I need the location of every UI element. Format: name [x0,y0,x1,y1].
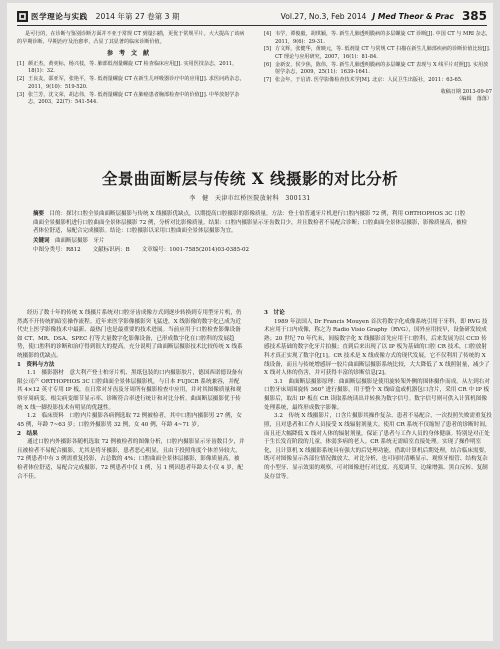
received-date: 收稿日期 2013-09-07 [440,88,492,95]
reference-item: [6] 金新安，侯少焦，陈伟，等. 新生儿肺透明膜病的多层螺旋 CT 表现与 X 线平片对照[J]. 实用放射学杂志，2009，25(11)：1639-1641. [264,61,489,76]
clc-number: 中图分类号：R812 [33,247,81,254]
reference-item: [3] 张兰芳，沈文荣，胡志伟，等. 低剂量螺旋 CT 在肺癌患者胸部检查中的价值[J]. 中华放射学杂志，2003，22(7)：541-544. [17,91,240,106]
issue-cn: 2014 年第 27 卷第 3 期 [95,11,180,21]
reference-item: [2] 王良友，邵亚军，张艳平，等. 低剂量螺旋 CT 在新生儿呼吸器诊疗中的应用[J]. 求医问药杂志，2011，9(10)：519-520. [17,76,245,90]
journal-logo-icon [17,11,28,22]
running-header [17,7,487,26]
refs-left-column [17,31,245,107]
body-paragraph: 1.2 临床资料 口腔内片摄影各病例选取 72 例被检者，其中口腔内摄影男 27 例，女 45 例，年龄 7~63 岁；口腔外摄影男 32 例，女 40 例，年龄 4~71 岁。 [17,413,242,428]
abstract-text: 目的：探讨口腔全景曲面断层摄影与传统 X 线摄影优缺点，以期提高口腔摄影的影像质量。方法：登士伯普通牙片机进行口腔内摄影 72 例，利用 ORTHOPHOS 3C 口腔曲面全景摄影机进行口腔曲面全景体层摄影 72 例，分析对比影像质量。结果：口腔内摄影显示牙齿数目少，并且数检者不易配合诊断；口腔曲面全景体层摄影，影像质量高，被检者体位舒适，易配合完成摄影。结论：口腔摄影以采用口腔曲面全景体层摄影为宜。 [33,211,468,235]
article-title: 全景曲面断层与传统 X 线摄影的对比分析 [101,169,399,188]
issue-en: Vol.27, No.3, Feb 2014 [280,11,367,21]
references-heading: 参考文献 [106,50,155,58]
keywords-line [33,237,469,246]
article-number: 文章编号：1001-7585(2014)03-0385-02 [141,247,250,254]
abstract-block [33,210,469,255]
reference-item: [1] 颜正杰，黄奕标，杨兴枝，等. 肺部低剂量螺旋 CT 检查临床应用[J]. 实用医技杂志，2011，18(1)：32. [17,60,238,75]
reference-item: [5] 方文辉，张健华，黄映元，等. 低剂量 CT 与常规 CT 扫描在新生儿肺部疾病的诊断价值比较[J]. CT 理论与应用研究，2007，16(1)：81-84. [264,46,491,60]
classification-line [33,246,469,255]
journal-name-en: J Med Theor & Prac [372,11,454,21]
article-author: 李 健 天津市红桥医院放射科 300131 [189,195,311,202]
page-number: 385 [461,9,487,23]
body-paragraph: 经历了数十年的传统 X 线摄片系统对口腔牙齿成像方式到逐步转换到专用型牙片机，仍然离不开传统的暗室操作流程。近年来医学影像摄影突飞猛进，X 线影像的数字化已成为近代史上医学影像技术中最新、最热门也是最重要的技术进展。当前应用于口腔检查影像设备如 CT、MR、DSA、SPEC 打等大量数字化影像设备，已形成数字化在口腔科的发展趋势，使口腔科的诊断和治疗得到很大的提高。充分说明了曲面断层摄影技术比较传统 X 线系统摄影的优缺点。 [17,310,243,360]
keywords-text: 曲面断层摄影 牙片 [55,237,105,244]
section-heading: 1 资料与方法 [17,361,55,368]
abstract-label: 摘要 [33,211,45,217]
refs-right-column [264,31,492,104]
body-right-column [264,309,492,481]
previous-article-references [17,31,492,173]
body-paragraph: 1989 年法国人 Dr Francis Mouyen 首次将数字化成像系统引用于牙科，即 RVG 技术应用于口内成像，称之为 Radio Visio Graphy（RVG），国外应用较早，设备研发较成熟；20 世纪 70 年代末，间接数字化 X 线摄影首先应用于口腔科，后来发展为以 CCD 传感技术基础的数字化牙片拍摄；直到后来出现了以 IP 板为基础的口腔 CR 技术，口腔放射科才真正实现了数字化[1]。CR 技术是 X 线成像方式的现代发展，它不仅利用了传统的 X 线设备，而且与传统增感屏一胶片曲面断层摄影系统比较，大大降低了 X 线照射量，减少了 X 线对人体的伤害，并可获得丰富的诊断信息[2]。 [264,318,490,377]
article-body [17,309,492,637]
journal-name-cn: 医学理论与实践 [31,11,88,21]
editor-note: （编辑 落落） [456,96,492,103]
abstract-paragraph [33,210,469,236]
continuation-paragraph: 是可行的，在诊断与鉴别诊断方面并不亚于常规 CT 到量扫描，更优于常规平片。大大提高了该病的早期诊断、早期治疗及治愈率，凸显了其显著的临床诊断价值。 [17,31,245,45]
document-code: 文献标识码：B [92,247,130,254]
body-paragraph: 3.1 曲面断层摄影原理：曲面断层摄影是使用旋转架外侧的围体摄作而成。从左到右对口腔牙床周围旋转 360° 进行摄影，用于整个 X 线暗盒或机器包口含片，采用 CR 中 IP 板摄影后，取出 IP 板在 CR 读取系统读出并转换为数字信号。数字信号则可供入计算机图像处理系统，最终形成数字影像。 [264,378,490,411]
body-paragraph: 通过口腔内外摄影各随机选取 72 例被检者的图像分析，口腔内摄影显示牙齿数目少，并且被检者不易配合摄影，尤其是将牙摄影，患者恶心明显，且由于投照角度个体差异较大，72 例患者中有 3 例需重复投影，占总数的 4%；口腔曲面全景体层摄影，影像质量高，被检者体位舒适，易配合完成摄影，72 例患者中仅 1 例，另 1 例因患者年龄太小仅 4 岁，配合不佳。 [17,439,245,480]
reference-item: [7] 张会年，于启清. 医学影像检查技术学[M]. 北京：人民卫生出版社，2011：63-65. [264,77,463,84]
section-heading: 3 讨论 [264,310,285,316]
body-left-column [17,309,245,481]
body-paragraph: 3.2 传统 X 线摄影片，口含片摄影其操作复杂、患者不易配合，一次投照失败需重复投照，且对患者和工作人员接受 X 线辐射剂量大。使用 CR 系统不仅缩短了患者的诊断时间，而且还大幅降低 X 线对人体的辐射剂量，保证了患者与工作人员的身体健康。特别是对正处于生长发育阶段的儿童，体弱多病的老人。CR 系统无需暗室直接处理。实现了操作明室化，且计算机 X 线摄影系统具有强大的后处理功能，借助计算机后期处理，结合临床需要，既可对图像显示各部位情况做放大、对比分析，也可同时清晰显示、观察牙根管、结构复杂的小型牙、显示效果的观察，可对图像进行对比度、亮度调节，边缘增强、黑白反转、复制及存盘等。 [264,413,492,480]
reference-item: [4] 韦学，谭俊毅，胡琪颖，等. 新生儿肺透明膜病的多层螺旋 CT 诊断[J]. 中国 CT 与 MRI 杂志，2011，9(6)：29-31. [264,31,491,45]
section-heading: 2 结果 [17,430,38,437]
body-paragraph: 1.1 摄影器材 意大利产登士柏牙片机、黑纸包装的口内摄影胶片，德国西诺德设备有限公司产 ORTHOPHOS 3C 口腔曲面全景体层摄影机，与日本 FUJICR 系统兼容，并配其 4×12 英寸专用 IP 板，在日常对牙齿及牙周所有摄影检查中应用，并对其图像质量和观察牙周病变、根尖病变细节显示率、诊断符合率进行统计和对比分析。曲面断层摄影优于传统 X 线一脚投影技术有明显的优越性。 [17,370,243,411]
keywords-label: 关键词 [33,237,50,244]
journal-page [7,3,493,641]
